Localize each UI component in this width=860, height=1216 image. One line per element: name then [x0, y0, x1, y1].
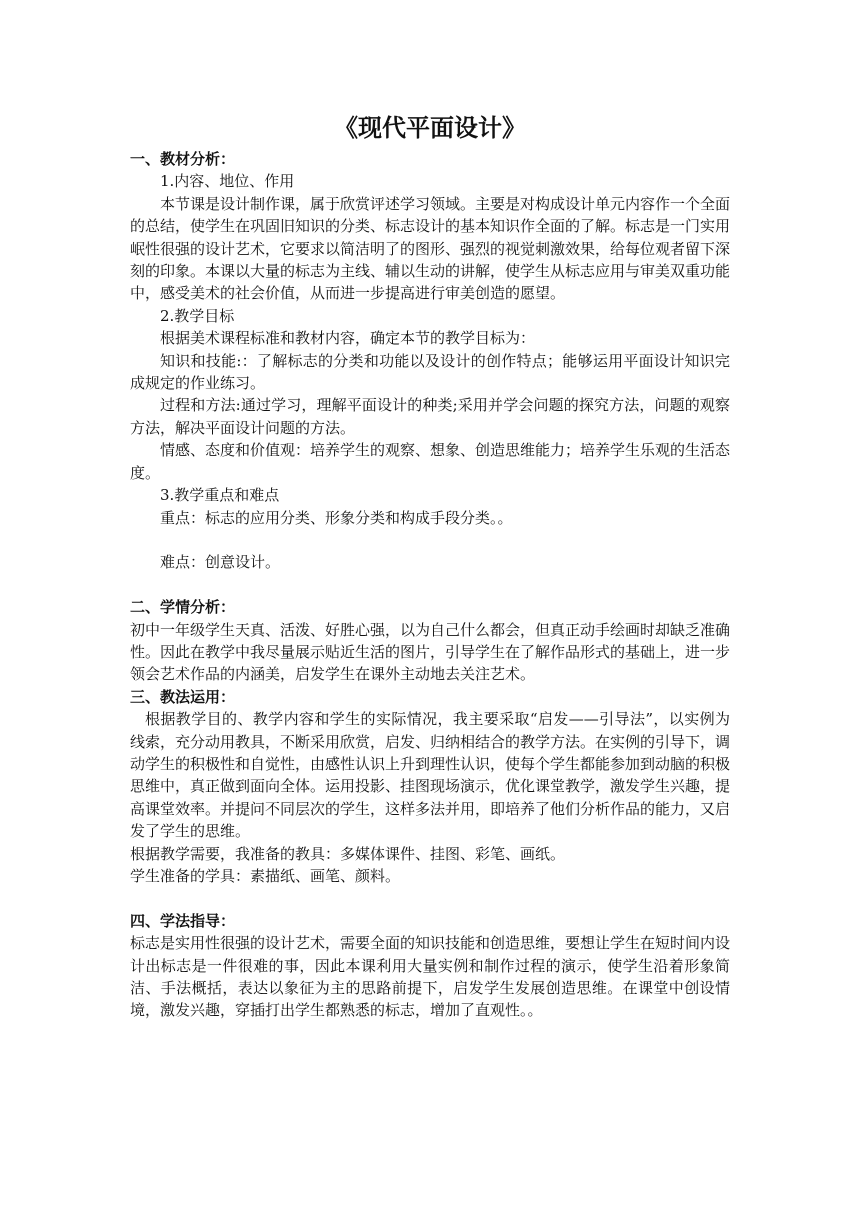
document-body [130, 148, 730, 1022]
subheading-content-position: 1.内容、地位、作用 [160, 172, 295, 191]
paragraph-goals-intro: 根据美术课程标准和教材内容，确定本节的教学目标为： [160, 329, 536, 348]
document-title: 《现代平面设计》 [334, 114, 526, 142]
paragraph-learning-guidance: 标志是实用性很强的设计艺术，需要全面的知识技能和创造思维，要想让学生在短时间内设计出标志是一件很难的事，因此本课利用大量实例和制作过程的演示，使学生沿着形象简洁、手法概括，表达以象征为主的思路前提下，启发学生发展创造思维。在课堂中创设情境，激发兴趣，穿插打出学生都熟悉的标志，增加了直观性。。 [130, 934, 731, 1020]
paragraph-student-analysis: 初中一年级学生天真、活泼、好胜心强，以为自己什么都会，但真正动手绘画时却缺乏准确性。因此在教学中我尽量展示贴近生活的图片，引导学生在了解作品形式的基础上，进一步领会艺术作品的内涵美，启发学生在课外主动地去关注艺术。 [130, 620, 731, 684]
paragraph-student-materials: 学生准备的学具：素描纸、画笔、颜料。 [130, 866, 401, 885]
spacer [130, 574, 730, 596]
paragraph-course-intro: 本节课是设计制作课，属于欣赏评述学习领域。主要是对构成设计单元内容作一个全面的总结，使学生在巩固旧知识的分类、标志设计的基本知识作全面的了解。标志是一门实用岷性很强的设计艺术，它要求以简洁明了的图形、强烈的视觉刺激效果，给每位观者留下深刻的印象。本课以大量的标志为主线、辅以生动的讲解，使学生从标志应用与审美双重功能中，感受美术的社会价值，从而进一步提高进行审美创造的愿望。 [130, 194, 731, 303]
paragraph-teaching-method: 根据教学目的、教学内容和学生的实际情况，我主要采取“启发——引导法”，以实例为线索，充分动用教具，不断采用欣赏，启发、归纳相结合的教学方法。在实例的引导下，调动学生的积极性和自觉性，由感性认识上升到理性认识，使每个学生都能参加到动脑的积极思维中，真正做到面向全体。运用投影、挂图现场演示，优化课堂教学，激发学生兴趣，提高课堂效率。并提问不同层次的学生，这样多法并用，即培养了他们分析作品的能力，又启发了学生的思维。 [130, 710, 731, 841]
subheading-key-difficult: 3.教学重点和难点 [160, 486, 280, 505]
paragraph-key-point: 重点：标志的应用分类、形象分类和构成手段分类。。 [160, 508, 513, 527]
section-heading-learning-guidance: 四、学法指导： [130, 911, 236, 930]
section-heading-textbook-analysis: 一、教材分析： [130, 150, 236, 168]
section-heading-student-analysis: 二、学情分析： [130, 598, 236, 617]
paragraph-difficult-point: 难点：创意设计。 [160, 553, 281, 572]
subheading-teaching-goals: 2.教学目标 [160, 306, 235, 325]
section-heading-teaching-method: 三、教法运用： [130, 687, 236, 706]
paragraph-knowledge-skills: 知识和技能:：了解标志的分类和功能以及设计的创作特点；能够运用平面设计知识完成规定的作业练习。 [130, 351, 730, 393]
paragraph-emotion-attitude: 情感、态度和价值观：培养学生的观察、想象、创造思维能力；培养学生乐观的生活态度。 [130, 441, 731, 482]
paragraph-process-methods: 过程和方法:通过学习，理解平面设计的种类;采用并学会问题的探究方法，问题的观察方法，解决平面设计问题的方法。 [130, 396, 730, 437]
spacer [130, 529, 730, 551]
paragraph-teaching-aids: 根据教学需要，我准备的教具：多媒体课件、挂图、彩笔、画纸。 [130, 844, 566, 863]
spacer [130, 887, 730, 909]
